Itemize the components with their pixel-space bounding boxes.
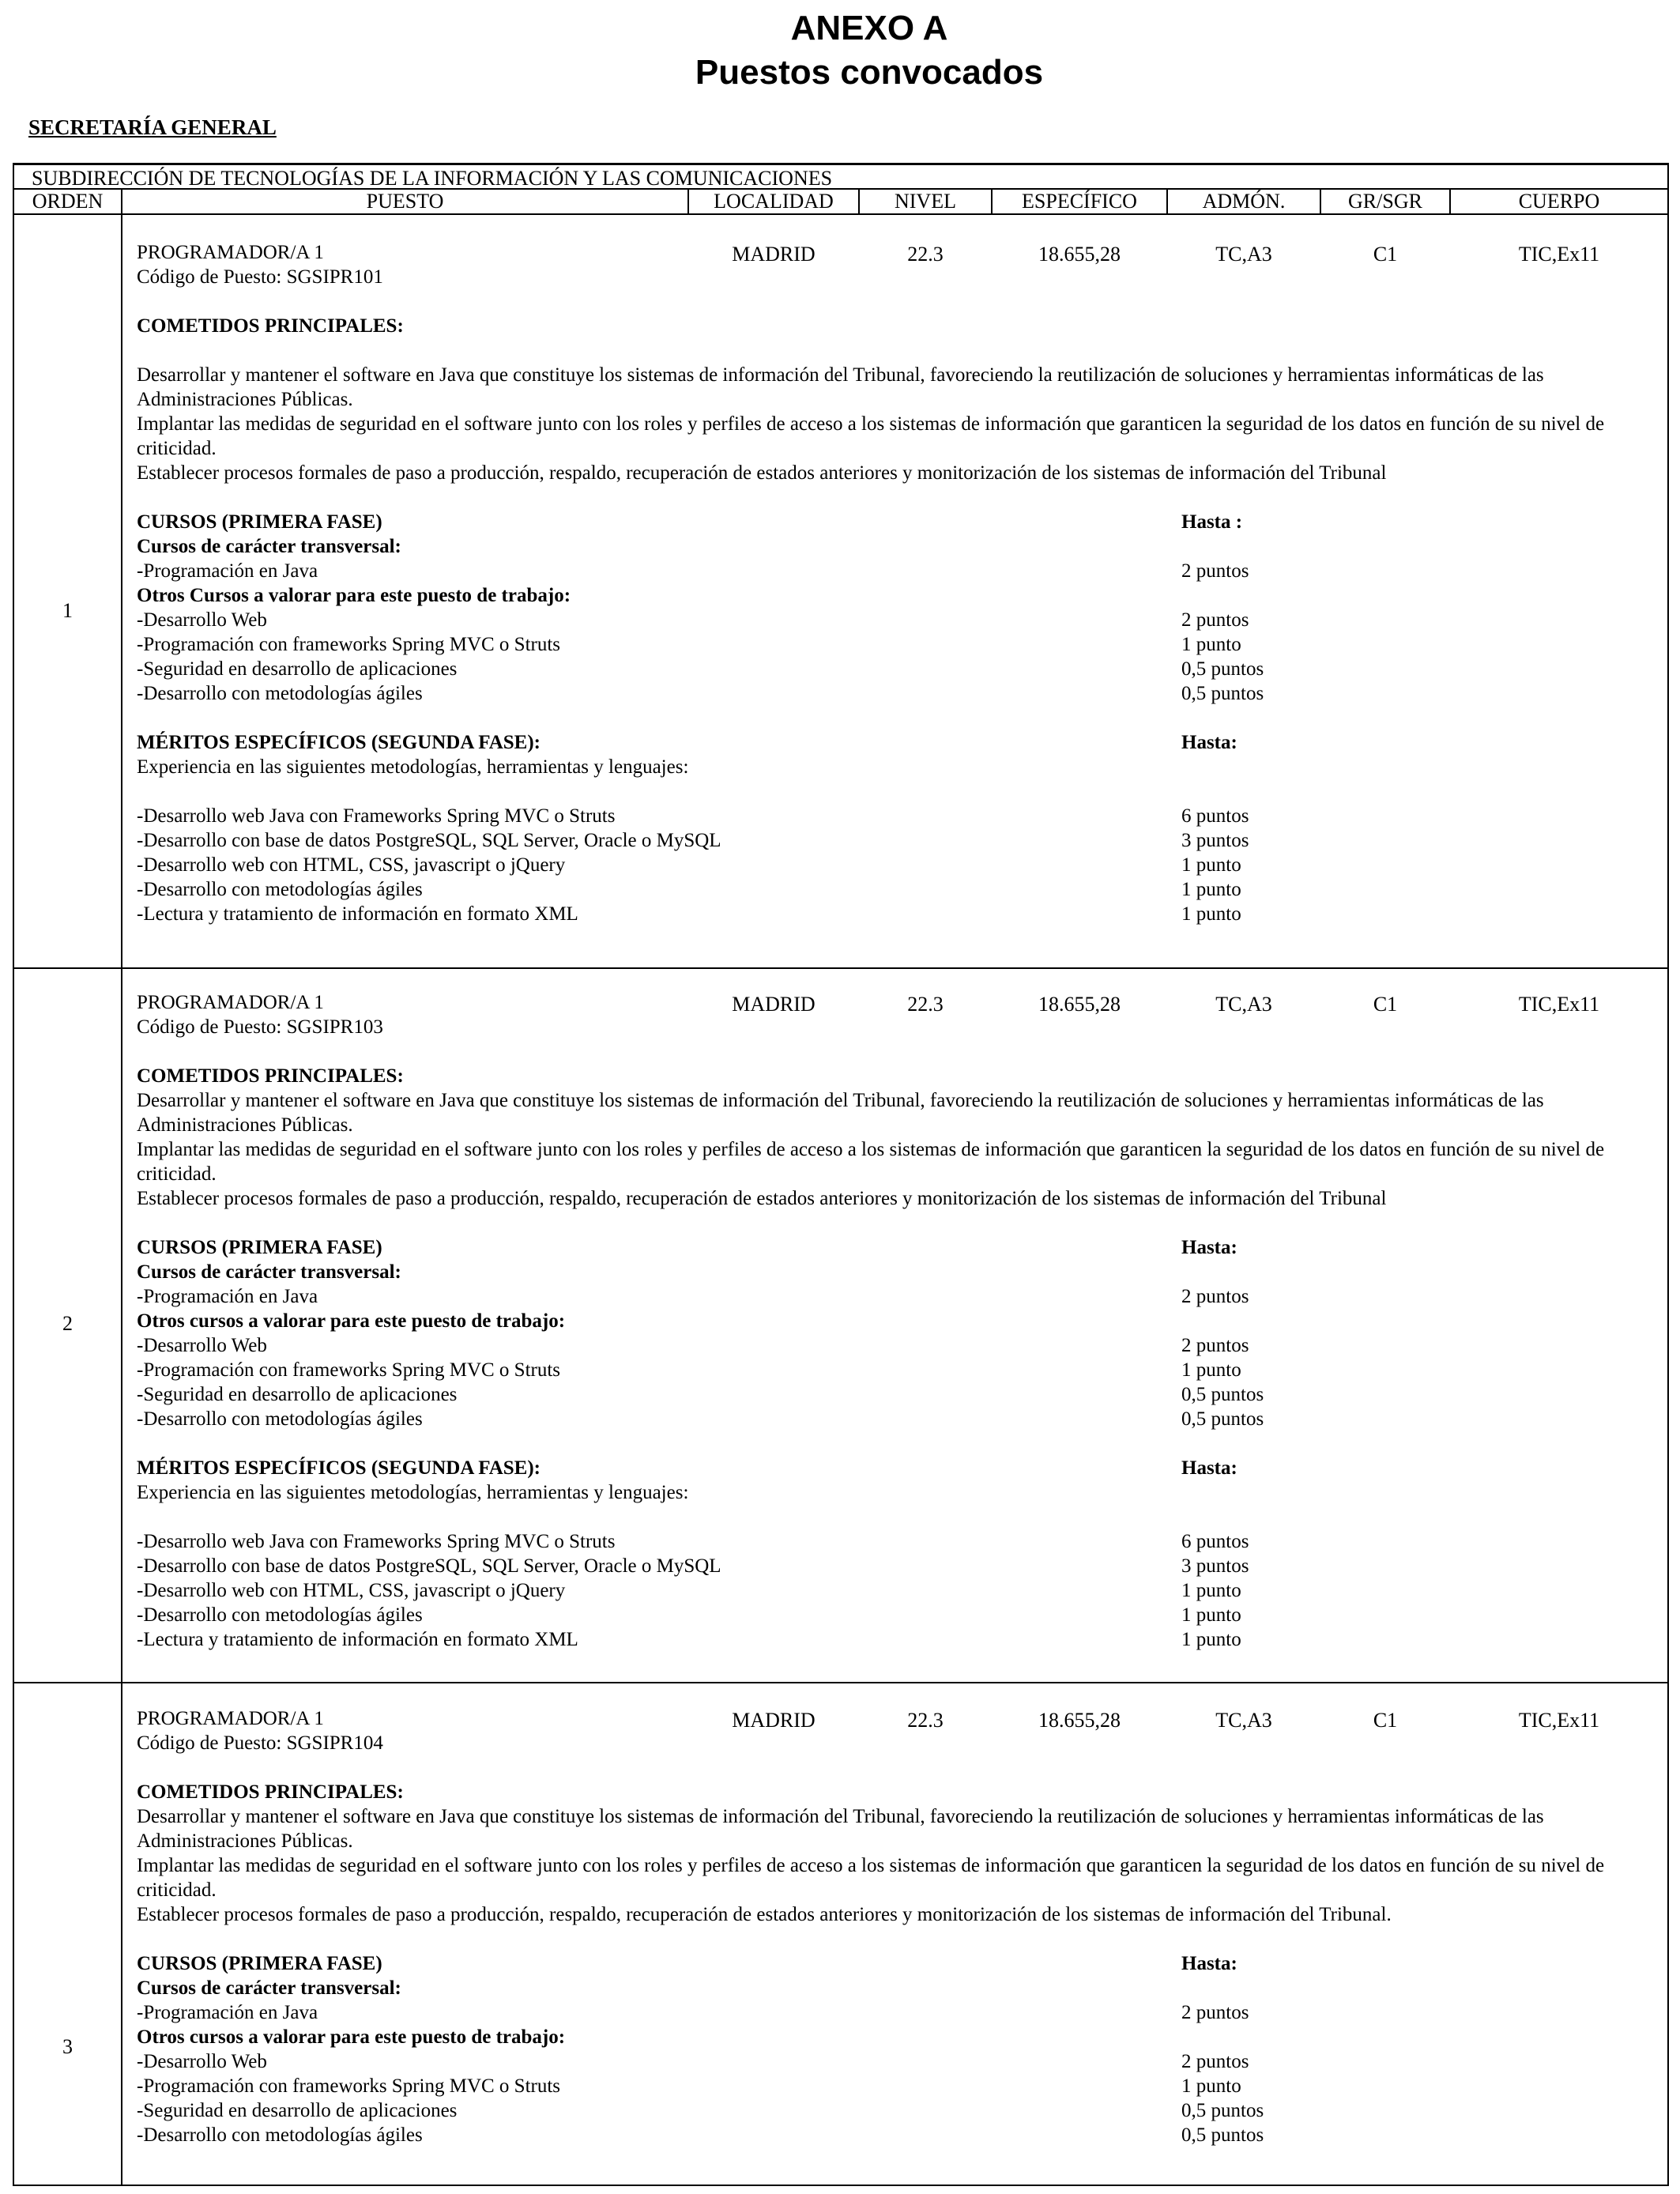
- merito-item: -Desarrollo con base de datos PostgreSQL, SQL Server, Oracle o MySQL: [137, 830, 721, 851]
- header-cuerpo: CUERPO: [1518, 190, 1600, 213]
- meritos-hasta: Hasta:: [1181, 1457, 1237, 1479]
- cursos-title: CURSOS (PRIMERA FASE): [137, 511, 382, 533]
- course-item: -Seguridad en desarrollo de aplicaciones: [137, 2100, 458, 2121]
- merito-item: -Desarrollo con base de datos PostgreSQL, SQL Server, Oracle o MySQL: [137, 1555, 721, 1577]
- cursos-hasta: Hasta :: [1181, 511, 1243, 533]
- merito-points: 6 puntos: [1181, 1531, 1249, 1552]
- row-divider: [13, 967, 1669, 969]
- otros-title: Otros cursos a valorar para este puesto de trabajo:: [137, 2026, 566, 2048]
- table-right-border: [1667, 163, 1669, 2186]
- merito-points: 1 punto: [1181, 854, 1241, 876]
- row-nivel: 22.3: [907, 993, 944, 1016]
- puesto-code: Código de Puesto: SGSIPR104: [137, 1732, 383, 1754]
- header-grsgr: GR/SGR: [1348, 190, 1422, 213]
- course-item: -Programación con frameworks Spring MVC o Struts: [137, 2075, 561, 2097]
- row-nivel: 22.3: [907, 243, 944, 266]
- cursos-hasta: Hasta:: [1181, 1953, 1237, 1974]
- meritos-hasta: Hasta:: [1181, 732, 1237, 753]
- row-localidad: MADRID: [732, 993, 816, 1016]
- otros-title: Otros Cursos a valorar para este puesto de trabajo:: [137, 585, 571, 606]
- puesto-code: Código de Puesto: SGSIPR103: [137, 1016, 383, 1038]
- row-admon: TC,A3: [1215, 243, 1272, 266]
- header-bottom-border: [13, 213, 1669, 215]
- meritos-intro: Experiencia en las siguientes metodologías, herramientas y lenguajes:: [137, 756, 689, 778]
- orden-column-divider: [121, 188, 122, 2186]
- course-points: 1 punto: [1181, 634, 1241, 655]
- course-points: 2 puntos: [1181, 1335, 1249, 1356]
- annex-title: ANEXO A: [790, 9, 948, 47]
- header-especifico: ESPECÍFICO: [1022, 190, 1137, 213]
- merito-item: -Desarrollo web Java con Frameworks Spring MVC o Struts: [137, 805, 616, 827]
- cometido-item: Establecer procesos formales de paso a producción, respaldo, recuperación de estados anteriores y monitorización de los sistemas de información del Tribunal.: [137, 1904, 1392, 1925]
- table-bottom-border: [13, 2185, 1669, 2186]
- course-item: -Desarrollo con metodologías ágiles: [137, 683, 423, 704]
- transversal-title: Cursos de carácter transversal:: [137, 1261, 401, 1283]
- row-detail: [137, 1706, 1654, 2147]
- course-points: 2 puntos: [1181, 560, 1249, 582]
- row-orden: 2: [62, 1312, 73, 1335]
- merito-item: -Desarrollo con metodologías ágiles: [137, 879, 423, 900]
- cometido-item: Establecer procesos formales de paso a producción, respaldo, recuperación de estados anteriores y monitorización de los sistemas de información del Tribunal: [137, 1188, 1387, 1209]
- merito-item: -Desarrollo con metodologías ágiles: [137, 1604, 423, 1626]
- course-points: 2 puntos: [1181, 2002, 1249, 2023]
- row-detail: [137, 240, 1654, 926]
- meritos-title: MÉRITOS ESPECÍFICOS (SEGUNDA FASE):: [137, 732, 541, 753]
- course-points: 1 punto: [1181, 1359, 1241, 1381]
- cometido-item: Desarrollar y mantener el software en Java que constituye los sistemas de información del Tribunal, favoreciendo la reutilización de soluciones y herramientas informáticas de las Administraciones Públicas.: [137, 1090, 1544, 1136]
- course-item: -Programación con frameworks Spring MVC o Struts: [137, 1359, 561, 1381]
- course-points: 2 puntos: [1181, 609, 1249, 631]
- row-cuerpo: TIC,Ex11: [1518, 243, 1600, 266]
- cometidos-title: COMETIDOS PRINCIPALES:: [137, 1065, 404, 1087]
- row-localidad: MADRID: [732, 243, 816, 266]
- transversal-title: Cursos de carácter transversal:: [137, 536, 401, 557]
- course-item: -Desarrollo Web: [137, 609, 267, 631]
- header-orden: ORDEN: [32, 190, 104, 213]
- row-especifico: 18.655,28: [1038, 243, 1121, 266]
- annex-subtitle: Puestos convocados: [695, 53, 1044, 92]
- meritos-intro: Experiencia en las siguientes metodologías, herramientas y lenguajes:: [137, 1482, 689, 1503]
- puesto-name: PROGRAMADOR/A 1: [137, 992, 324, 1013]
- row-grsgr: C1: [1373, 993, 1398, 1016]
- course-points: 1 punto: [1181, 2075, 1241, 2097]
- cometido-item: Implantar las medidas de seguridad en el software junto con los roles y perfiles de acceso a los sistemas de información que garanticen la seguridad de los datos en función de su nivel de criticidad.: [137, 413, 1605, 459]
- course-item: -Programación en Java: [137, 1286, 318, 1307]
- row-divider: [13, 1682, 1669, 1683]
- merito-points: 1 punto: [1181, 903, 1241, 925]
- row-admon: TC,A3: [1215, 1709, 1272, 1732]
- row-orden: 1: [62, 599, 73, 622]
- course-item: -Programación con frameworks Spring MVC o Struts: [137, 634, 561, 655]
- cometido-item: Desarrollar y mantener el software en Java que constituye los sistemas de información del Tribunal, favoreciendo la reutilización de soluciones y herramientas informáticas de las Administraciones Públicas.: [137, 1806, 1544, 1852]
- course-item: -Desarrollo con metodologías ágiles: [137, 2124, 423, 2146]
- merito-points: 1 punto: [1181, 879, 1241, 900]
- row-admon: TC,A3: [1215, 993, 1272, 1016]
- merito-points: 6 puntos: [1181, 805, 1249, 827]
- cometido-item: Desarrollar y mantener el software en Java que constituye los sistemas de información del Tribunal, favoreciendo la reutilización de soluciones y herramientas informáticas de las Administraciones Públicas.: [137, 364, 1544, 410]
- header-puesto: PUESTO: [366, 190, 444, 213]
- merito-item: -Desarrollo web Java con Frameworks Spring MVC o Struts: [137, 1531, 616, 1552]
- header-admon: ADMÓN.: [1202, 190, 1286, 213]
- merito-points: 3 puntos: [1181, 1555, 1249, 1577]
- merito-item: -Lectura y tratamiento de información en formato XML: [137, 1629, 578, 1650]
- row-especifico: 18.655,28: [1038, 1709, 1121, 1732]
- merito-item: -Desarrollo web con HTML, CSS, javascript o jQuery: [137, 1580, 566, 1601]
- table-left-border: [13, 163, 14, 2186]
- course-item: -Seguridad en desarrollo de aplicaciones: [137, 1384, 458, 1405]
- course-points: 0,5 puntos: [1181, 1408, 1264, 1430]
- otros-title: Otros cursos a valorar para este puesto de trabajo:: [137, 1310, 566, 1332]
- row-grsgr: C1: [1373, 1709, 1398, 1732]
- course-item: -Desarrollo Web: [137, 1335, 267, 1356]
- row-localidad: MADRID: [732, 1709, 816, 1732]
- course-points: 0,5 puntos: [1181, 2124, 1264, 2146]
- merito-points: 1 punto: [1181, 1629, 1241, 1650]
- course-item: -Programación en Java: [137, 2002, 318, 2023]
- row-nivel: 22.3: [907, 1709, 944, 1732]
- merito-points: 3 puntos: [1181, 830, 1249, 851]
- course-item: -Desarrollo Web: [137, 2051, 267, 2072]
- puesto-code: Código de Puesto: SGSIPR101: [137, 266, 383, 288]
- header-nivel: NIVEL: [895, 190, 956, 213]
- transversal-title: Cursos de carácter transversal:: [137, 1977, 401, 1999]
- section-heading: SECRETARÍA GENERAL: [28, 115, 277, 139]
- course-points: 0,5 puntos: [1181, 2100, 1264, 2121]
- puesto-name: PROGRAMADOR/A 1: [137, 242, 324, 263]
- cometido-item: Establecer procesos formales de paso a producción, respaldo, recuperación de estados anteriores y monitorización de los sistemas de información del Tribunal: [137, 462, 1387, 484]
- merito-points: 1 punto: [1181, 1580, 1241, 1601]
- row-cuerpo: TIC,Ex11: [1518, 1709, 1600, 1732]
- row-cuerpo: TIC,Ex11: [1518, 993, 1600, 1016]
- puesto-name: PROGRAMADOR/A 1: [137, 1708, 324, 1729]
- merito-item: -Desarrollo web con HTML, CSS, javascript o jQuery: [137, 854, 566, 876]
- course-points: 2 puntos: [1181, 2051, 1249, 2072]
- header-localidad: LOCALIDAD: [714, 190, 834, 213]
- meritos-title: MÉRITOS ESPECÍFICOS (SEGUNDA FASE):: [137, 1457, 541, 1479]
- row-especifico: 18.655,28: [1038, 993, 1121, 1016]
- subdireccion-title: SUBDIRECCIÓN DE TECNOLOGÍAS DE LA INFORMACIÓN Y LAS COMUNICACIONES: [32, 167, 833, 190]
- cursos-title: CURSOS (PRIMERA FASE): [137, 1237, 382, 1258]
- course-item: -Programación en Java: [137, 560, 318, 582]
- cometidos-title: COMETIDOS PRINCIPALES:: [137, 315, 404, 337]
- course-item: -Desarrollo con metodologías ágiles: [137, 1408, 423, 1430]
- merito-item: -Lectura y tratamiento de información en formato XML: [137, 903, 578, 925]
- row-orden: 3: [62, 2035, 73, 2058]
- course-points: 0,5 puntos: [1181, 658, 1264, 680]
- course-points: 0,5 puntos: [1181, 683, 1264, 704]
- cursos-hasta: Hasta:: [1181, 1237, 1237, 1258]
- row-grsgr: C1: [1373, 243, 1398, 266]
- row-detail: [137, 990, 1654, 1652]
- cometido-item: Implantar las medidas de seguridad en el software junto con los roles y perfiles de acceso a los sistemas de información que garanticen la seguridad de los datos en función de su nivel de criticidad.: [137, 1855, 1605, 1901]
- course-points: 0,5 puntos: [1181, 1384, 1264, 1405]
- cursos-title: CURSOS (PRIMERA FASE): [137, 1953, 382, 1974]
- table-top-border: [13, 163, 1669, 165]
- course-points: 2 puntos: [1181, 1286, 1249, 1307]
- cometidos-title: COMETIDOS PRINCIPALES:: [137, 1781, 404, 1803]
- cometido-item: Implantar las medidas de seguridad en el software junto con los roles y perfiles de acceso a los sistemas de información que garanticen la seguridad de los datos en función de su nivel de criticidad.: [137, 1139, 1605, 1185]
- merito-points: 1 punto: [1181, 1604, 1241, 1626]
- course-item: -Seguridad en desarrollo de aplicaciones: [137, 658, 458, 680]
